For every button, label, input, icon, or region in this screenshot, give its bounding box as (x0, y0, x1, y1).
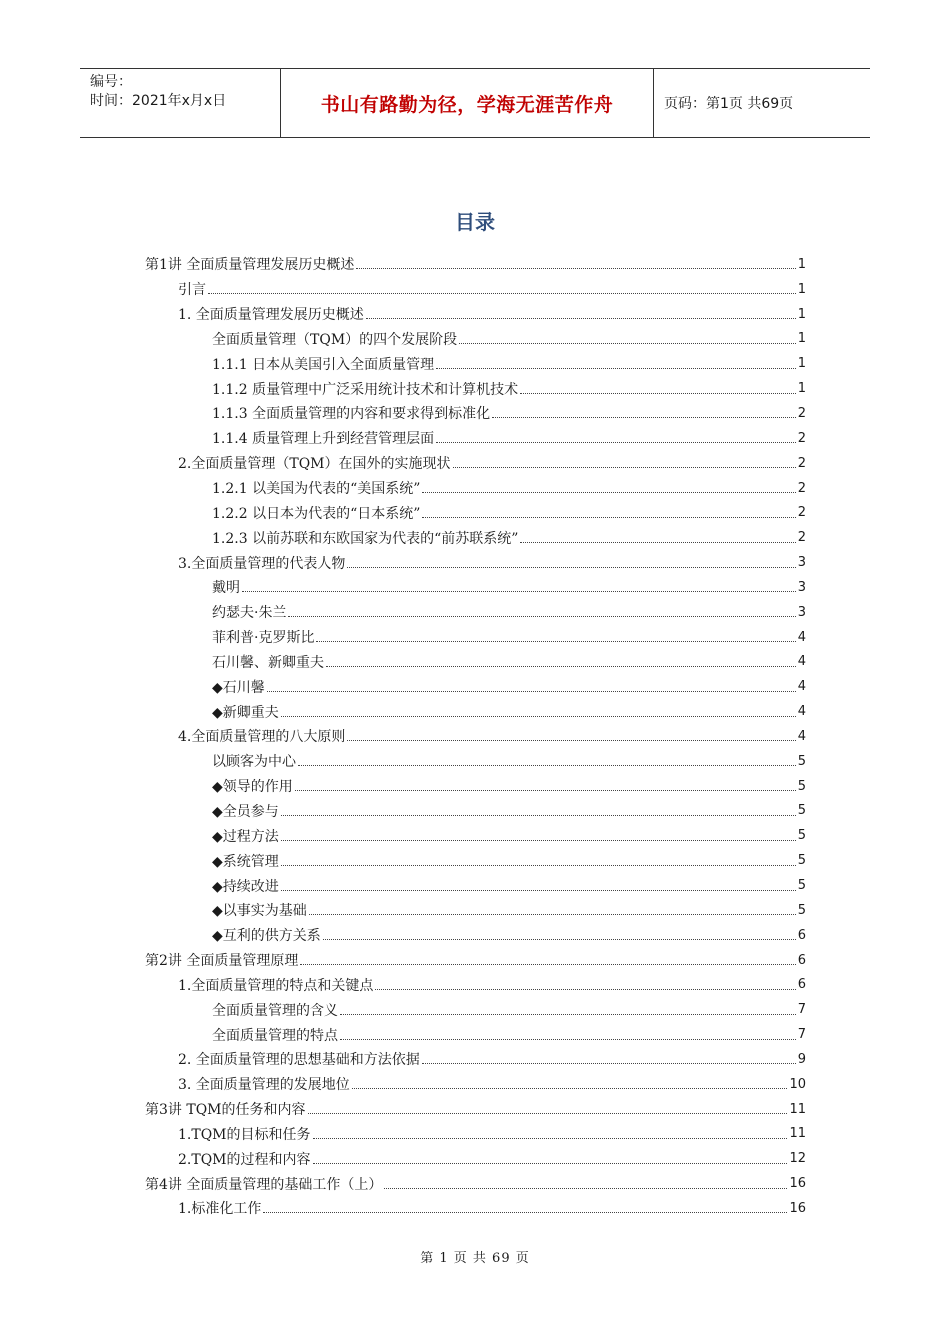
toc-dot-leader (340, 1013, 796, 1015)
toc-entry-page: 1 (797, 356, 806, 372)
toc-entry[interactable] (145, 972, 806, 997)
toc-dot-leader (422, 491, 795, 493)
toc-entry-title: 1.1.2 质量管理中广泛采用统计技术和计算机技术 (212, 381, 519, 398)
toc-entry[interactable] (145, 1146, 806, 1171)
toc-entry-page: 4 (797, 629, 806, 645)
toc-entry[interactable] (145, 376, 806, 401)
toc-entry[interactable] (145, 1122, 806, 1147)
toc-entry-page: 2 (797, 405, 806, 421)
toc-entry[interactable] (145, 1196, 806, 1221)
toc-dot-leader (263, 1211, 787, 1213)
toc-entry[interactable] (145, 799, 806, 824)
toc-entry-page: 5 (797, 753, 806, 769)
toc-dot-leader (520, 392, 796, 394)
header-motto: 书山有路勤为径，学海无涯苦作舟 (281, 69, 654, 137)
toc-entry-page: 2 (797, 530, 806, 546)
toc-entry-page: 5 (797, 902, 806, 918)
toc-entry-page: 16 (789, 1200, 806, 1216)
toc-entry[interactable] (145, 674, 806, 699)
toc-entry-title: 1.全面质量管理的特点和关键点 (178, 977, 374, 994)
toc-entry-title: 全面质量管理（TQM）的四个发展阶段 (212, 331, 458, 348)
toc-entry-title: 1.2.1 以美国为代表的“美国系统” (212, 481, 421, 498)
toc-entry-page: 6 (797, 952, 806, 968)
toc-dot-leader (281, 864, 796, 866)
toc-entry-page: 1 (797, 381, 806, 397)
toc-dot-leader (366, 317, 796, 319)
toc-dot-leader (267, 690, 796, 692)
toc-entry-page: 4 (797, 654, 806, 670)
toc-entry-page: 3 (797, 555, 806, 571)
toc-dot-leader (347, 739, 795, 741)
toc-entry[interactable] (145, 327, 806, 352)
toc-entry-title: 引言 (178, 282, 206, 299)
toc-dot-leader (300, 963, 795, 965)
toc-dot-leader (384, 1187, 787, 1189)
toc-dot-leader (492, 416, 796, 418)
toc-dot-leader (422, 1062, 796, 1064)
toc-entry-page: 5 (797, 803, 806, 819)
toc-entry-title: 菲利普·克罗斯比 (212, 630, 315, 647)
toc-dot-leader (340, 1038, 796, 1040)
toc-entry-page: 7 (797, 1027, 806, 1043)
toc-entry-page: 1 (797, 281, 806, 297)
toc-entry[interactable] (145, 401, 806, 426)
toc-entry-page: 11 (789, 1101, 806, 1117)
toc-entry-page: 9 (797, 1051, 806, 1067)
toc-dot-leader (288, 615, 795, 617)
toc-entry-page: 2 (797, 455, 806, 471)
toc-entry-title: 1.1.3 全面质量管理的内容和要求得到标准化 (212, 406, 491, 423)
toc-entry-title: 3.全面质量管理的代表人物 (178, 555, 346, 572)
toc-entry[interactable] (145, 600, 806, 625)
toc-dot-leader (242, 590, 796, 592)
toc-entry[interactable] (145, 873, 806, 898)
toc-entry-page: 6 (797, 927, 806, 943)
toc-entry[interactable] (145, 823, 806, 848)
toc-entry-title: ◆全员参与 (212, 803, 279, 820)
toc-entry-title: 第2讲 全面质量管理原理 (145, 953, 299, 970)
toc-entry-title: 以顾客为中心 (212, 754, 296, 771)
toc-entry-title: 石川馨、新卿重夫 (212, 654, 324, 671)
toc-entry-title: 1.1.1 日本从美国引入全面质量管理 (212, 356, 435, 373)
toc-entry-title: 1.2.3 以前苏联和东欧国家为代表的“前苏联系统” (212, 530, 519, 547)
toc-entry-title: ◆互利的供方关系 (212, 928, 321, 945)
toc-entry-title: 1.标准化工作 (178, 1201, 262, 1218)
toc-entry[interactable] (145, 550, 806, 575)
toc-entry-title: ◆新卿重夫 (212, 704, 279, 721)
toc-entry[interactable] (145, 426, 806, 451)
toc-entry[interactable] (145, 302, 806, 327)
toc-entry-title: 戴明 (212, 580, 240, 597)
toc-entry-title: 1.1.4 质量管理上升到经营管理层面 (212, 431, 435, 448)
toc-entry[interactable] (145, 625, 806, 650)
toc-dot-leader (375, 988, 795, 990)
toc-entry-page: 16 (789, 1176, 806, 1192)
toc-entry[interactable] (145, 1072, 806, 1097)
toc-entry-page: 3 (797, 579, 806, 595)
toc-entry[interactable] (145, 997, 806, 1022)
toc-entry-page: 2 (797, 480, 806, 496)
toc-entry-title: 2.TQM的过程和内容 (178, 1151, 311, 1168)
toc-entry-title: 第3讲 TQM的任务和内容 (145, 1102, 306, 1119)
document-number-label: 编号： (90, 74, 132, 90)
toc-entry-title: 4.全面质量管理的八大原则 (178, 729, 346, 746)
toc-entry[interactable] (145, 749, 806, 774)
toc-dot-leader (308, 1112, 788, 1114)
toc-dot-leader (352, 1087, 788, 1089)
toc-entry-page: 5 (797, 878, 806, 894)
toc-entry-page: 1 (797, 331, 806, 347)
toc-entry-page: 1 (797, 256, 806, 272)
toc-dot-leader (298, 764, 796, 766)
toc-entry-title: 2.全面质量管理（TQM）在国外的实施现状 (178, 456, 451, 473)
header-meta (80, 69, 281, 137)
toc-entry-page: 5 (797, 778, 806, 794)
toc-dot-leader (453, 466, 796, 468)
toc-entry-title: 约瑟夫·朱兰 (212, 605, 287, 622)
toc-entry-page: 5 (797, 853, 806, 869)
toc-entry-title: 1.2.2 以日本为代表的“日本系统” (212, 505, 421, 522)
toc-entry[interactable] (145, 848, 806, 873)
toc-entry-title: 2. 全面质量管理的思想基础和方法依据 (178, 1052, 420, 1069)
toc-entry[interactable] (145, 500, 806, 525)
toc-entry-page: 4 (797, 704, 806, 720)
toc-entry-title: ◆领导的作用 (212, 779, 293, 796)
toc-entry-page: 2 (797, 505, 806, 521)
toc-entry-page: 10 (789, 1076, 806, 1092)
toc-entry[interactable] (145, 575, 806, 600)
toc-dot-leader (295, 789, 796, 791)
toc-entry-page: 3 (797, 604, 806, 620)
toc-dot-leader (281, 814, 796, 816)
toc-entry[interactable] (145, 898, 806, 923)
toc-entry[interactable] (145, 699, 806, 724)
table-of-contents (145, 252, 806, 1221)
toc-dot-leader (436, 441, 796, 443)
toc-entry[interactable] (145, 252, 806, 277)
toc-dot-leader (309, 913, 796, 915)
toc-entry-title: 1. 全面质量管理发展历史概述 (178, 307, 364, 324)
toc-entry[interactable] (145, 277, 806, 302)
toc-dot-leader (281, 715, 796, 717)
toc-entry[interactable] (145, 451, 806, 476)
document-date: 时间：2021年x月x日 (90, 93, 227, 109)
header-page-info: 页码：第1页 共69页 (664, 96, 794, 112)
page-footer: 第 1 页 共 69 页 (420, 1251, 530, 1266)
toc-entry-title: 第1讲 全面质量管理发展历史概述 (145, 257, 355, 274)
toc-dot-leader (313, 1162, 788, 1164)
toc-entry-page: 7 (797, 1002, 806, 1018)
toc-title: 目录 (455, 210, 495, 234)
toc-entry-page: 4 (797, 679, 806, 695)
toc-entry-page: 6 (797, 977, 806, 993)
toc-entry-page: 2 (797, 430, 806, 446)
toc-dot-leader (323, 938, 796, 940)
toc-entry[interactable] (145, 525, 806, 550)
toc-entry[interactable] (145, 1171, 806, 1196)
toc-entry[interactable] (145, 1022, 806, 1047)
toc-dot-leader (313, 1137, 788, 1139)
toc-entry[interactable] (145, 724, 806, 749)
toc-entry-title: 第4讲 全面质量管理的基础工作（上） (145, 1176, 383, 1193)
toc-entry-title: 3. 全面质量管理的发展地位 (178, 1077, 350, 1094)
toc-dot-leader (316, 640, 795, 642)
toc-dot-leader (208, 292, 796, 294)
toc-entry-page: 1 (797, 306, 806, 322)
toc-entry-title: 全面质量管理的含义 (212, 1002, 338, 1019)
toc-entry[interactable] (145, 476, 806, 501)
toc-entry[interactable] (145, 948, 806, 973)
toc-entry[interactable] (145, 774, 806, 799)
toc-entry-title: ◆石川馨 (212, 679, 265, 696)
toc-entry[interactable] (145, 1097, 806, 1122)
toc-entry-page: 4 (797, 728, 806, 744)
toc-dot-leader (326, 665, 796, 667)
toc-entry-page: 11 (789, 1126, 806, 1142)
toc-entry[interactable] (145, 923, 806, 948)
toc-entry[interactable] (145, 1047, 806, 1072)
toc-entry-title: 全面质量管理的特点 (212, 1027, 338, 1044)
toc-dot-leader (422, 516, 795, 518)
toc-dot-leader (436, 367, 796, 369)
toc-dot-leader (281, 839, 796, 841)
toc-dot-leader (520, 541, 795, 543)
toc-dot-leader (281, 889, 796, 891)
page-header (80, 68, 870, 138)
toc-entry-title: 1.TQM的目标和任务 (178, 1126, 311, 1143)
toc-entry-title: ◆系统管理 (212, 853, 279, 870)
toc-entry-title: ◆过程方法 (212, 828, 279, 845)
toc-entry-title: ◆持续改进 (212, 878, 279, 895)
toc-dot-leader (347, 566, 795, 568)
toc-entry-page: 5 (797, 828, 806, 844)
toc-entry[interactable] (145, 351, 806, 376)
toc-entry-title: ◆以事实为基础 (212, 903, 307, 920)
toc-dot-leader (356, 267, 795, 269)
toc-entry[interactable] (145, 650, 806, 675)
toc-entry-page: 12 (789, 1151, 806, 1167)
toc-dot-leader (459, 342, 796, 344)
